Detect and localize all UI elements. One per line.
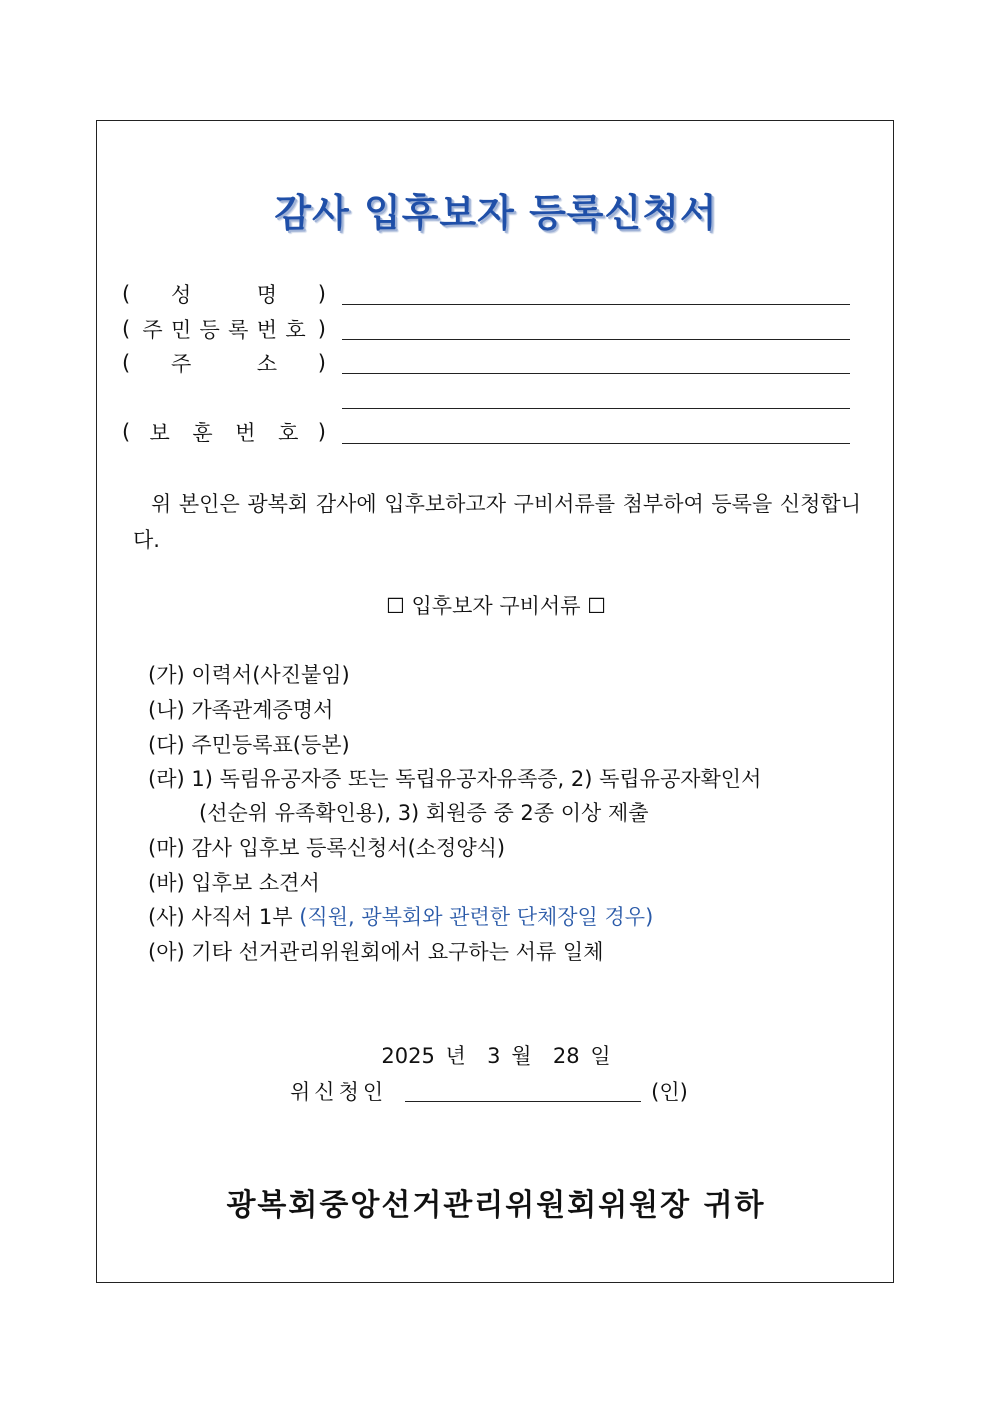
resident-id-input-line[interactable] xyxy=(342,339,850,340)
document-item-continuation: (선순위 유족확인용), 3) 회원증 중 2종 이상 제출 xyxy=(199,801,649,825)
document-item: (사) 사직서 1부 (직원, 광복회와 관련한 단체장일 경우) xyxy=(148,905,654,929)
address-input-line-2[interactable] xyxy=(342,408,850,409)
addressee: 광복회중앙선거관리위원회위원장 귀하 xyxy=(226,1188,766,1223)
applicant-label: 위신청인 xyxy=(290,1080,388,1104)
documents-heading: ☐ 입후보자 구비서류 ☐ xyxy=(386,594,606,618)
document-item: (가) 이력서(사진붙임) xyxy=(148,663,350,687)
document-item: (나) 가족관계증명서 xyxy=(148,698,334,722)
seal-mark: (인) xyxy=(651,1080,688,1104)
applicant-signature xyxy=(290,1076,688,1106)
intro-paragraph: 위 본인은 광복회 감사에 입후보하고자 구비서류를 첨부하여 등록을 신청합니다. xyxy=(133,492,861,552)
document-item: (라) 1) 독림유공자증 또는 독립유공자유족증, 2) 독립유공자확인서 xyxy=(148,767,762,791)
signature-line[interactable] xyxy=(405,1079,641,1102)
document-item: (다) 주민등록표(등본) xyxy=(148,733,350,757)
resident-id-field-label: ( 주 민 등 록 번 호 ) xyxy=(122,317,326,342)
application-date: 2025 년 3 월 28 일 xyxy=(381,1044,611,1068)
form-title: 감사 입후보자 등록신청서 xyxy=(274,191,718,235)
document-item: (바) 입후보 소견서 xyxy=(148,871,320,895)
name-field-label: ( 성 명 ) xyxy=(122,282,326,307)
document-item: (마) 감사 입후보 등록신청서(소정양식) xyxy=(148,836,506,860)
veteran-number-input-line[interactable] xyxy=(342,443,850,444)
document-item: (아) 기타 선거관리위원회에서 요구하는 서류 일체 xyxy=(148,940,604,964)
document-note: (직원, 광복회와 관련한 단체장일 경우) xyxy=(299,905,654,929)
address-input-line-1[interactable] xyxy=(342,373,850,374)
veteran-number-field-label: ( 보 훈 번 호 ) xyxy=(122,420,326,445)
name-input-line[interactable] xyxy=(342,304,850,305)
address-field-label: ( 주 소 ) xyxy=(122,351,326,376)
